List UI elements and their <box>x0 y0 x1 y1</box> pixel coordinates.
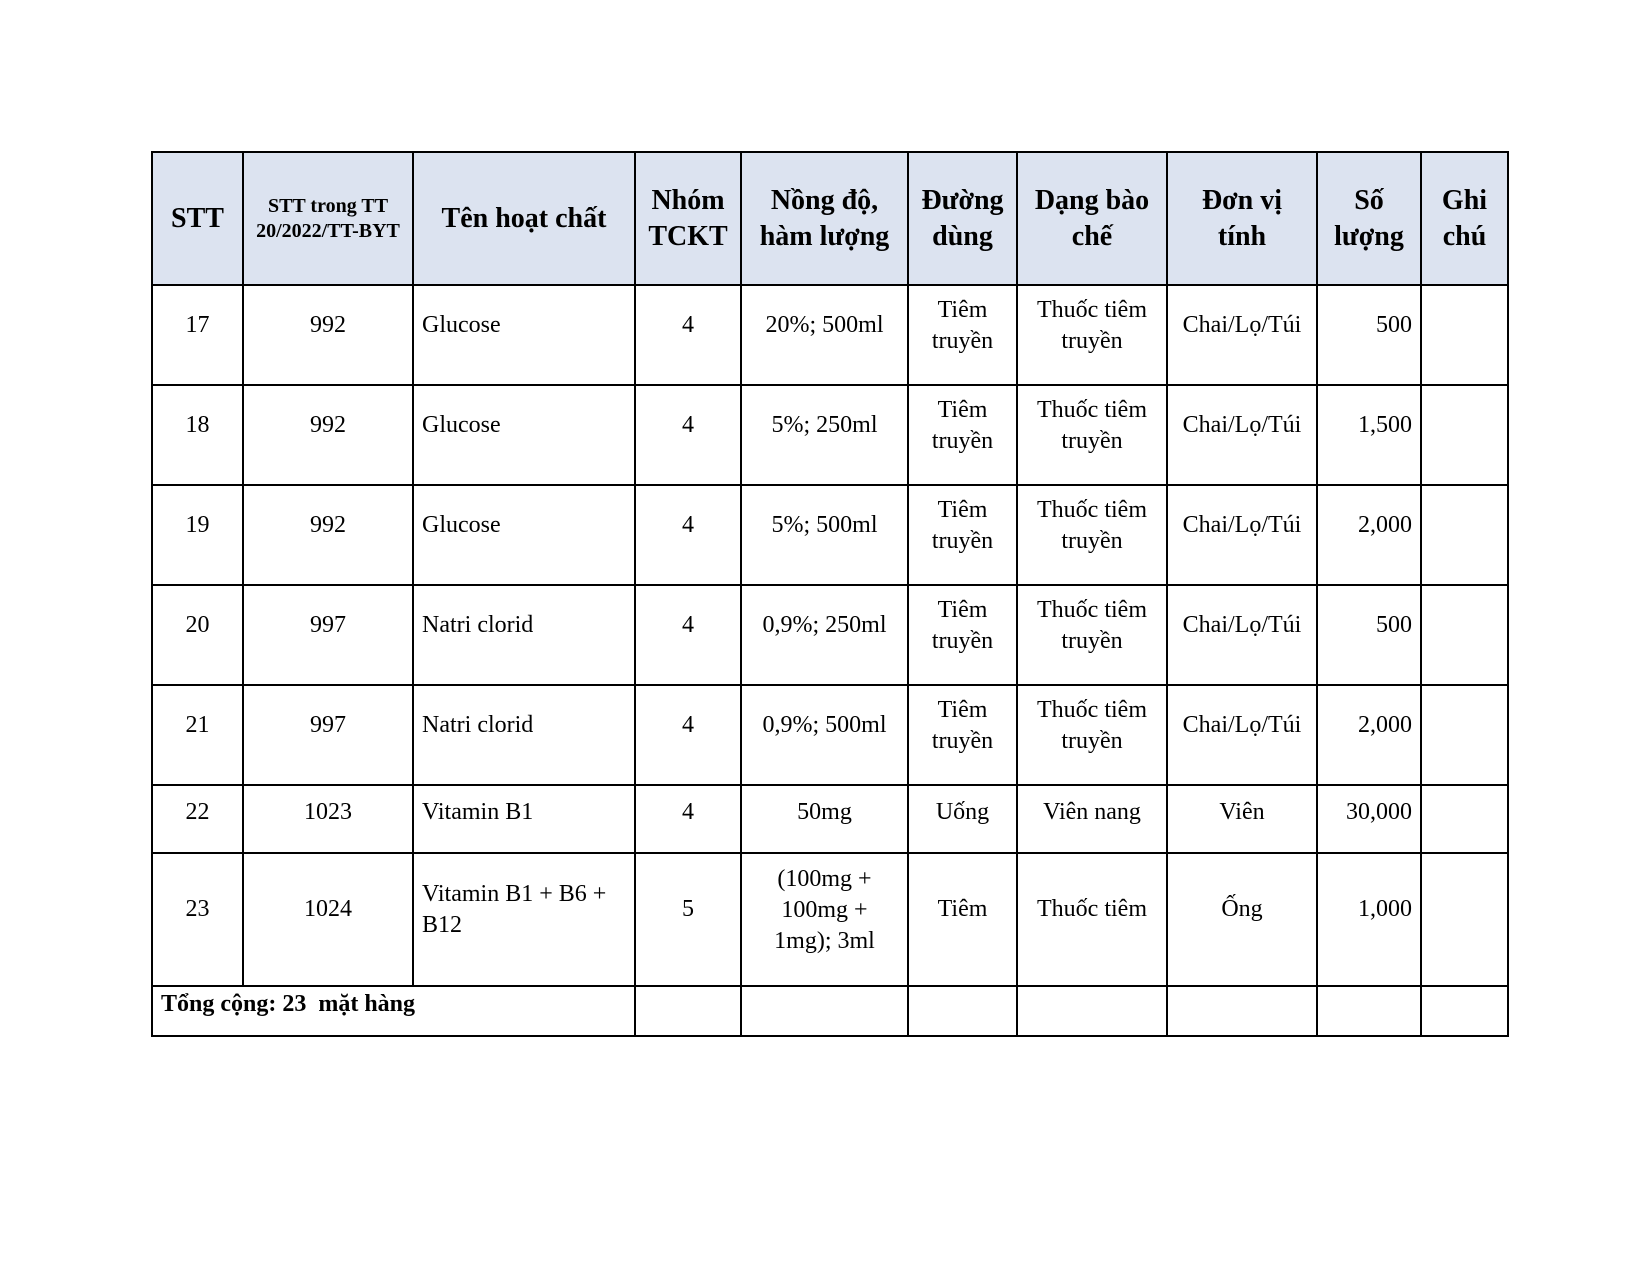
cell-stt-tt: 997 <box>243 585 413 685</box>
cell-stt: 22 <box>152 785 243 853</box>
table-row <box>152 485 1508 585</box>
cell-nhom: 4 <box>635 385 741 485</box>
cell-don-vi: Ống <box>1167 853 1317 986</box>
cell-duong-dung: Tiêm truyền <box>908 585 1017 685</box>
cell-ghi-chu <box>1421 853 1508 986</box>
total-cell-empty <box>1317 986 1421 1036</box>
cell-stt-tt: 1024 <box>243 853 413 986</box>
cell-dang-bao-che: Thuốc tiêm truyền <box>1017 585 1167 685</box>
cell-so-luong: 1,000 <box>1317 853 1421 986</box>
header-row <box>152 152 1508 285</box>
header-ten-hoat-chat: Tên hoạt chất <box>413 152 635 285</box>
total-cell-empty <box>635 986 741 1036</box>
cell-nhom: 5 <box>635 853 741 986</box>
cell-stt-tt: 1023 <box>243 785 413 853</box>
total-cell-empty <box>1421 986 1508 1036</box>
cell-stt-tt: 997 <box>243 685 413 785</box>
total-cell-empty <box>908 986 1017 1036</box>
cell-dang-bao-che: Thuốc tiêm truyền <box>1017 485 1167 585</box>
cell-don-vi: Chai/Lọ/Túi <box>1167 685 1317 785</box>
table-row <box>152 585 1508 685</box>
cell-duong-dung: Tiêm truyền <box>908 285 1017 385</box>
cell-stt-tt: 992 <box>243 385 413 485</box>
header-stt-tt: STT trong TT 20/2022/TT-BYT <box>243 152 413 285</box>
header-don-vi-tinh: Đơn vị tính <box>1167 152 1317 285</box>
cell-stt: 23 <box>152 853 243 986</box>
table-row <box>152 685 1508 785</box>
header-dang-bao-che: Dạng bào chế <box>1017 152 1167 285</box>
cell-ten: Natri clorid <box>413 685 635 785</box>
cell-duong-dung: Uống <box>908 785 1017 853</box>
table-row <box>152 385 1508 485</box>
cell-nhom: 4 <box>635 485 741 585</box>
total-cell-empty <box>741 986 908 1036</box>
cell-duong-dung: Tiêm truyền <box>908 685 1017 785</box>
cell-stt: 21 <box>152 685 243 785</box>
header-so-luong: Số lượng <box>1317 152 1421 285</box>
cell-dang-bao-che: Thuốc tiêm truyền <box>1017 685 1167 785</box>
cell-so-luong: 30,000 <box>1317 785 1421 853</box>
cell-ghi-chu <box>1421 485 1508 585</box>
cell-nhom: 4 <box>635 285 741 385</box>
cell-duong-dung: Tiêm truyền <box>908 385 1017 485</box>
total-cell-empty <box>1017 986 1167 1036</box>
cell-stt: 19 <box>152 485 243 585</box>
cell-duong-dung: Tiêm <box>908 853 1017 986</box>
cell-nong-do: 5%; 250ml <box>741 385 908 485</box>
cell-don-vi: Chai/Lọ/Túi <box>1167 485 1317 585</box>
cell-ten: Natri clorid <box>413 585 635 685</box>
cell-nhom: 4 <box>635 585 741 685</box>
cell-don-vi: Viên <box>1167 785 1317 853</box>
cell-nong-do: 0,9%; 500ml <box>741 685 908 785</box>
cell-nong-do: (100mg + 100mg + 1mg); 3ml <box>741 853 908 986</box>
cell-stt: 17 <box>152 285 243 385</box>
cell-nong-do: 20%; 500ml <box>741 285 908 385</box>
header-nhom-tckt: Nhóm TCKT <box>635 152 741 285</box>
header-ghi-chu: Ghi chú <box>1421 152 1508 285</box>
cell-so-luong: 2,000 <box>1317 485 1421 585</box>
total-row <box>152 986 1508 1036</box>
cell-so-luong: 500 <box>1317 585 1421 685</box>
cell-dang-bao-che: Thuốc tiêm truyền <box>1017 385 1167 485</box>
cell-nhom: 4 <box>635 685 741 785</box>
cell-nong-do: 5%; 500ml <box>741 485 908 585</box>
cell-ten: Glucose <box>413 285 635 385</box>
cell-ghi-chu <box>1421 785 1508 853</box>
table-row <box>152 285 1508 385</box>
cell-ghi-chu <box>1421 385 1508 485</box>
drug-list-table <box>151 151 1509 1037</box>
cell-ghi-chu <box>1421 685 1508 785</box>
table-row <box>152 785 1508 853</box>
cell-ten: Glucose <box>413 385 635 485</box>
cell-so-luong: 1,500 <box>1317 385 1421 485</box>
cell-ghi-chu <box>1421 585 1508 685</box>
cell-don-vi: Chai/Lọ/Túi <box>1167 285 1317 385</box>
header-duong-dung: Đường dùng <box>908 152 1017 285</box>
cell-nong-do: 0,9%; 250ml <box>741 585 908 685</box>
cell-ten: Vitamin B1 + B6 + B12 <box>413 853 635 986</box>
total-cell-empty <box>1167 986 1317 1036</box>
cell-ten: Glucose <box>413 485 635 585</box>
cell-ghi-chu <box>1421 285 1508 385</box>
cell-duong-dung: Tiêm truyền <box>908 485 1017 585</box>
cell-don-vi: Chai/Lọ/Túi <box>1167 585 1317 685</box>
cell-so-luong: 500 <box>1317 285 1421 385</box>
total-label: Tổng cộng: 23 mặt hàng <box>152 986 635 1036</box>
cell-ten: Vitamin B1 <box>413 785 635 853</box>
header-stt: STT <box>152 152 243 285</box>
table-row <box>152 853 1508 986</box>
cell-nong-do: 50mg <box>741 785 908 853</box>
cell-stt: 20 <box>152 585 243 685</box>
cell-stt: 18 <box>152 385 243 485</box>
cell-so-luong: 2,000 <box>1317 685 1421 785</box>
cell-don-vi: Chai/Lọ/Túi <box>1167 385 1317 485</box>
cell-dang-bao-che: Thuốc tiêm <box>1017 853 1167 986</box>
cell-stt-tt: 992 <box>243 285 413 385</box>
cell-nhom: 4 <box>635 785 741 853</box>
cell-stt-tt: 992 <box>243 485 413 585</box>
cell-dang-bao-che: Thuốc tiêm truyền <box>1017 285 1167 385</box>
header-nong-do: Nồng độ, hàm lượng <box>741 152 908 285</box>
cell-dang-bao-che: Viên nang <box>1017 785 1167 853</box>
